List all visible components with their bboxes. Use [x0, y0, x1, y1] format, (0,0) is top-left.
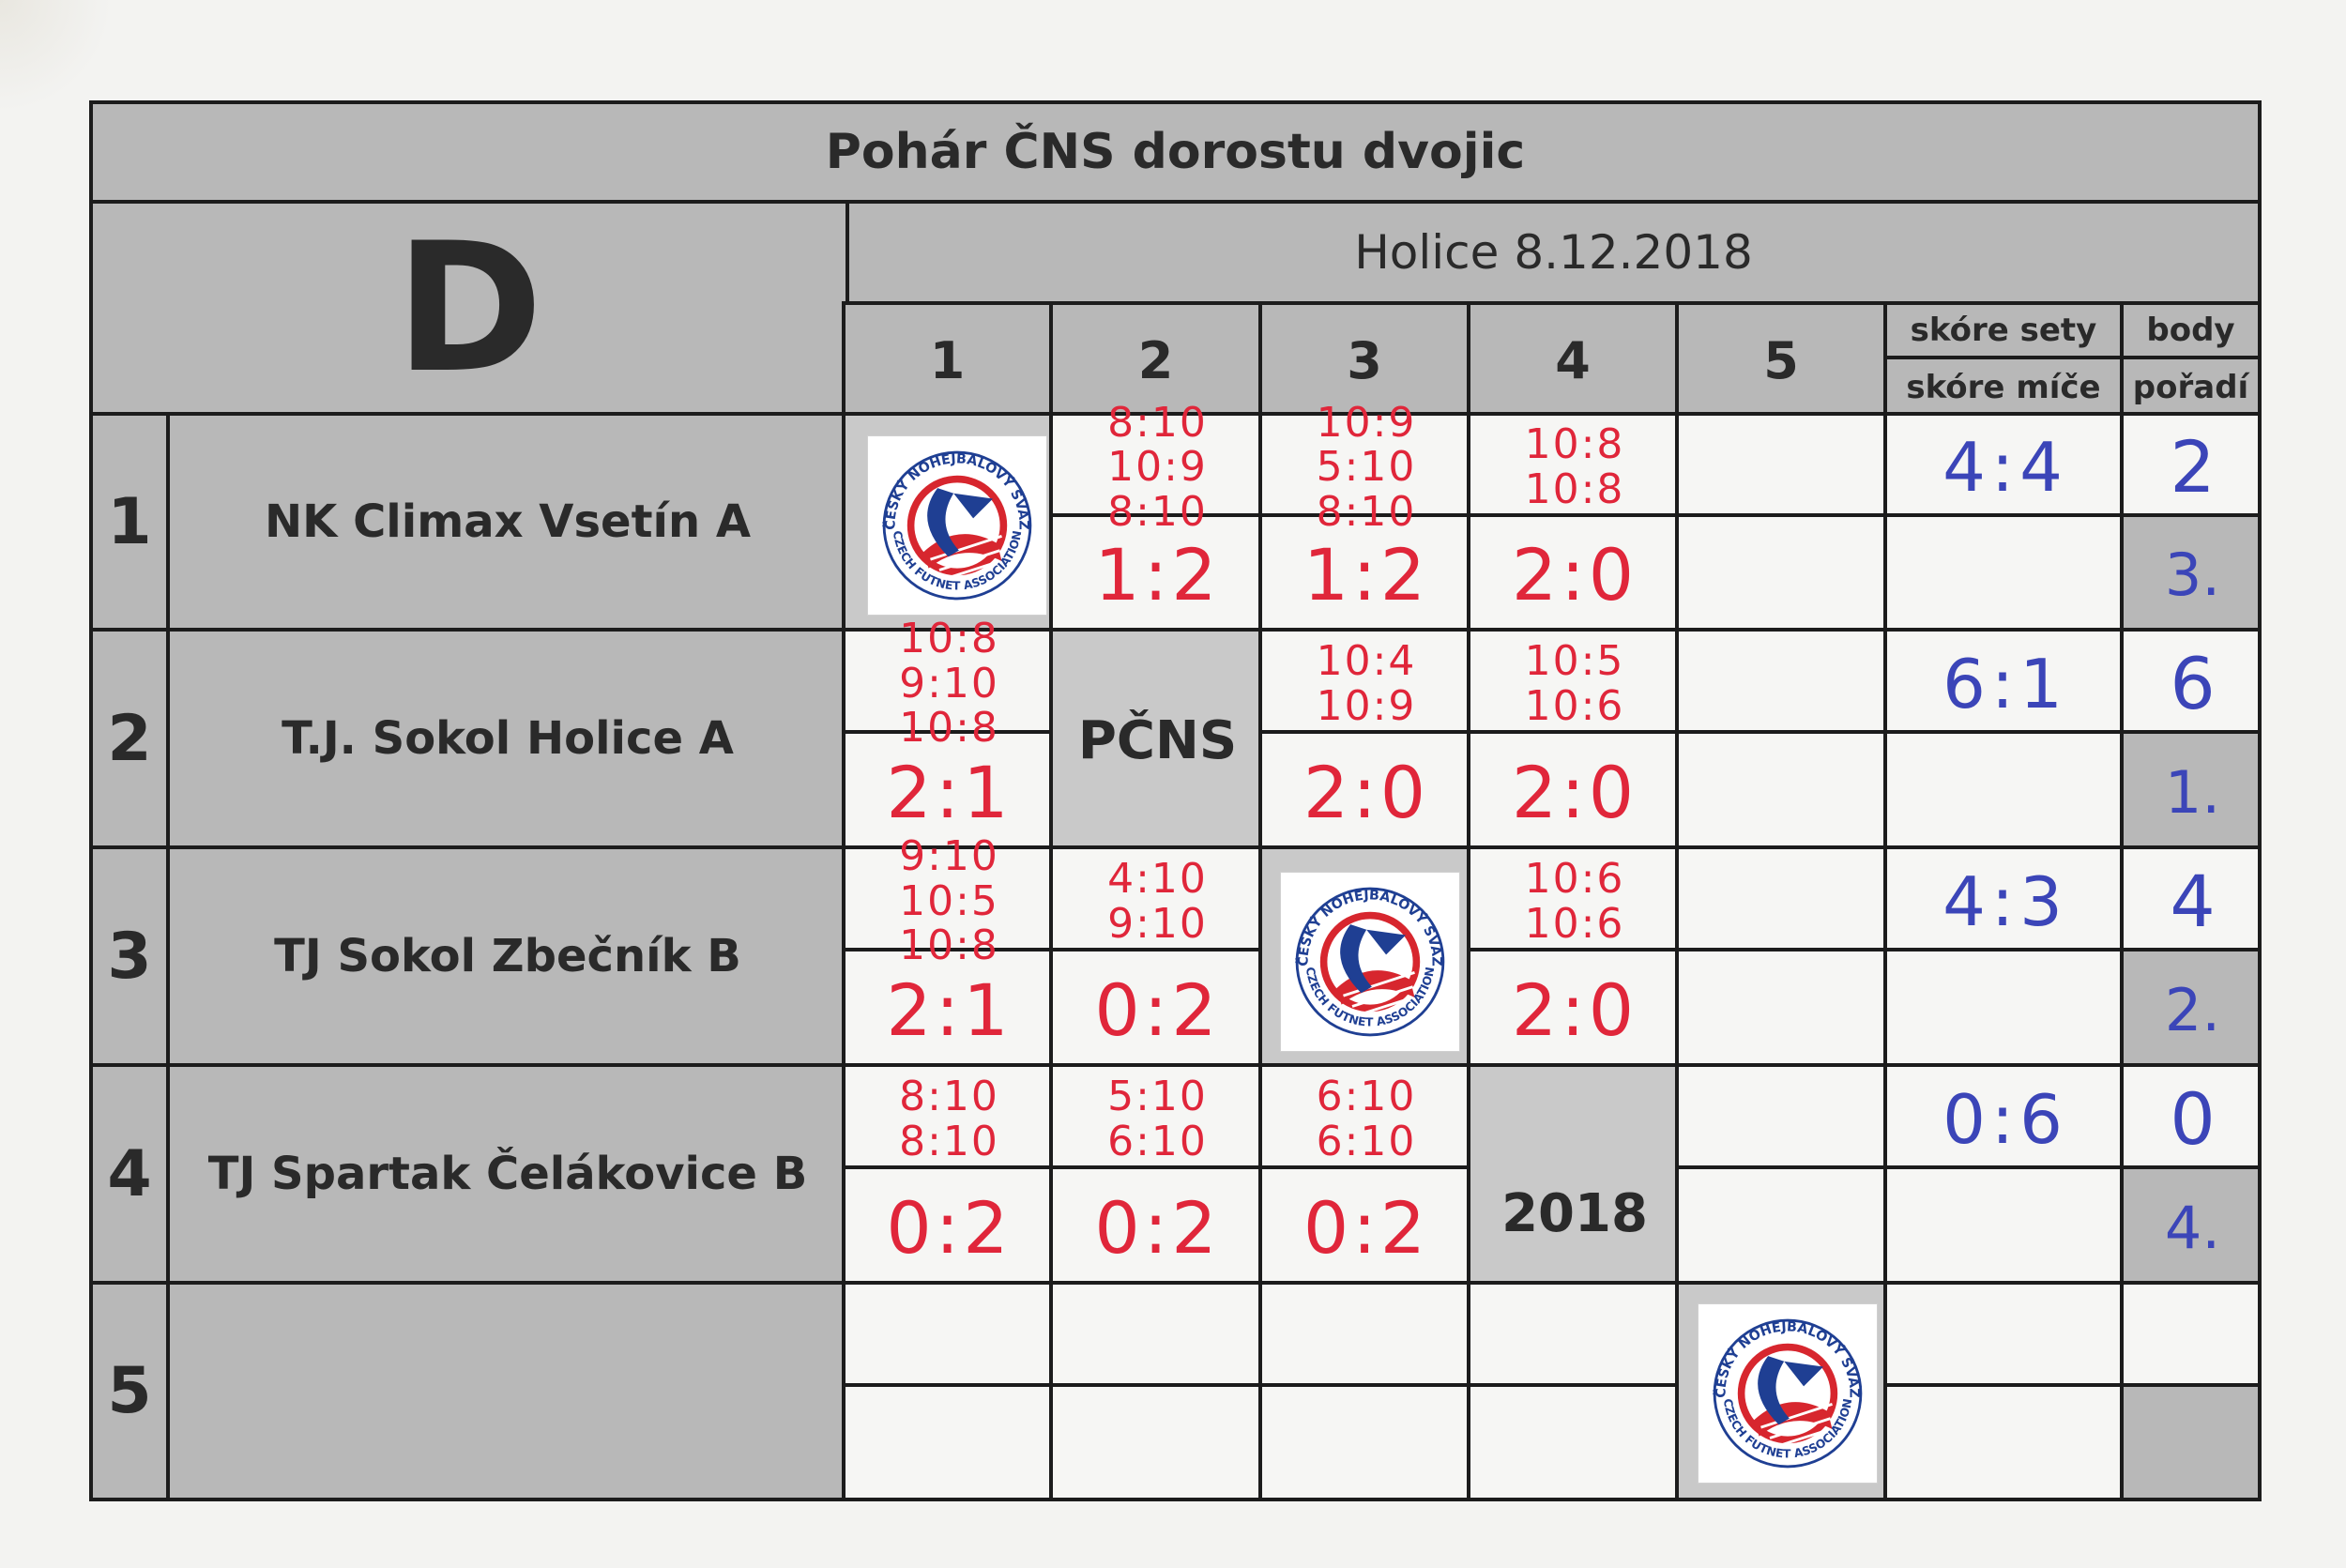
match-result: 0:2 — [886, 1185, 1013, 1270]
set-score: 8:10 — [1107, 487, 1208, 536]
set-score: 10:8 — [899, 615, 999, 663]
team-name-cell — [166, 1063, 849, 1285]
svg-text:ČESKÝ NOHEJBALOVÝ SVAZ: ČESKÝ NOHEJBALOVÝ SVAZ — [883, 451, 1031, 530]
set-scores — [1262, 398, 1470, 536]
set-scores — [1470, 849, 1679, 953]
set-score: 6:10 — [1107, 1117, 1208, 1165]
rank-value: 1. — [2164, 757, 2221, 827]
points-value: 0 — [2170, 1076, 2216, 1161]
score-sets-header — [1883, 301, 2124, 359]
venue-cell — [845, 200, 2262, 305]
rank-header — [2120, 356, 2262, 419]
points-label: body — [2146, 312, 2235, 349]
match-result: 2:0 — [1511, 967, 1638, 1052]
score-sets-value: 6:1 — [1942, 644, 2068, 723]
column-header-5 — [1675, 301, 1887, 419]
set-scores — [1470, 632, 1679, 736]
match-sets-cell — [1049, 1281, 1262, 1387]
points-value: 6 — [2170, 641, 2216, 725]
row-number: 4 — [107, 1136, 152, 1211]
set-scores — [1053, 1067, 1262, 1171]
column-header-4 — [1467, 301, 1679, 419]
set-score: 10:6 — [1524, 681, 1625, 730]
match-result: 2:0 — [1511, 750, 1638, 834]
team-name-cell — [166, 412, 849, 632]
set-scores — [1053, 849, 1262, 953]
match-sets-cell — [1258, 1281, 1470, 1387]
set-score: 4:10 — [1107, 854, 1208, 903]
row-number: 5 — [107, 1354, 152, 1428]
futnet-logo-icon — [1699, 1304, 1877, 1483]
score-balls-label: skóre míče — [1906, 369, 2101, 406]
match-result-cell — [1675, 1165, 1887, 1285]
rank-label: pořadí — [2132, 369, 2249, 406]
row-number-1 — [89, 412, 170, 632]
row-number: 1 — [107, 484, 152, 559]
score-balls-cell — [1883, 1165, 2124, 1285]
futnet-logo-icon — [868, 436, 1046, 615]
team-name: NK Climax Vsetín A — [265, 495, 751, 548]
column-number: 3 — [1347, 330, 1382, 390]
set-scores — [1262, 1067, 1470, 1171]
match-result: 0:2 — [1094, 967, 1221, 1052]
set-scores — [1470, 416, 1679, 519]
svg-text:ČESKÝ NOHEJBALOVÝ SVAZ: ČESKÝ NOHEJBALOVÝ SVAZ — [1714, 1319, 1862, 1398]
set-score: 10:8 — [1524, 465, 1625, 513]
match-sets-cell — [1675, 412, 1887, 517]
points-value: 2 — [2170, 425, 2216, 509]
match-result: 1:2 — [1302, 533, 1430, 617]
set-score: 10:9 — [1107, 443, 1208, 492]
set-scores — [1262, 632, 1470, 736]
svg-text:ČESKÝ NOHEJBALOVÝ SVAZ: ČESKÝ NOHEJBALOVÝ SVAZ — [1296, 888, 1444, 967]
set-scores — [845, 1067, 1053, 1171]
set-score: 10:8 — [899, 704, 999, 753]
row-number-3 — [89, 845, 170, 1067]
match-result: 1:2 — [1094, 533, 1221, 617]
team-name: TJ Sokol Zbečník B — [274, 930, 741, 982]
team-name: TJ Spartak Čelákovice B — [207, 1148, 808, 1200]
set-score: 10:9 — [1316, 398, 1417, 447]
set-score: 10:5 — [1524, 636, 1625, 685]
pcns-marker: PČNS — [1077, 709, 1238, 771]
team-name-cell — [166, 845, 849, 1067]
set-score: 8:10 — [1316, 487, 1417, 536]
team-name-cell — [166, 1281, 849, 1501]
match-result-cell — [1258, 1383, 1470, 1501]
year-marker: 2018 — [1501, 1182, 1648, 1244]
column-number: 2 — [1137, 330, 1174, 390]
set-score: 10:8 — [899, 921, 999, 970]
set-score: 6:10 — [1316, 1072, 1417, 1120]
match-result: 0:2 — [1302, 1185, 1430, 1270]
match-sets-cell — [1675, 1063, 1887, 1169]
futnet-logo-icon — [1281, 873, 1459, 1051]
set-score: 10:8 — [1524, 420, 1625, 469]
venue-date: Holice 8.12.2018 — [1354, 225, 1753, 280]
row-number-2 — [89, 628, 170, 849]
team-name-cell — [166, 628, 849, 849]
match-result-cell — [1675, 730, 1887, 849]
page-title: Pohár ČNS dorostu dvojic — [825, 124, 1526, 180]
row-number-4 — [89, 1063, 170, 1285]
match-sets-cell — [1675, 845, 1887, 951]
result-sheet — [89, 80, 2262, 1515]
match-sets-cell — [1675, 628, 1887, 734]
match-result: 2:0 — [1302, 750, 1430, 834]
svg-text:CZECH FUTNET ASSOCIATION: CZECH FUTNET ASSOCIATION — [1302, 966, 1438, 1029]
set-score: 9:10 — [899, 659, 999, 708]
set-scores — [845, 615, 1053, 753]
column-number: 5 — [1763, 330, 1799, 390]
points-value: 4 — [2170, 859, 2216, 943]
svg-text:CZECH FUTNET ASSOCIATION: CZECH FUTNET ASSOCIATION — [890, 529, 1025, 593]
score-balls-cell — [1883, 513, 2124, 632]
set-score: 9:10 — [1107, 899, 1208, 948]
set-score: 8:10 — [899, 1072, 999, 1120]
set-score: 10:5 — [899, 876, 999, 925]
row-number: 3 — [107, 919, 152, 994]
score-balls-header — [1883, 356, 2124, 419]
set-scores — [1053, 398, 1262, 536]
group-cell — [89, 200, 849, 416]
set-score: 10:4 — [1316, 636, 1417, 685]
points-header — [2120, 301, 2262, 359]
set-score: 10:6 — [1524, 899, 1625, 948]
rank-value: 2. — [2164, 975, 2221, 1044]
column-header-1 — [842, 301, 1053, 419]
group-letter: D — [395, 204, 543, 412]
score-sets-value: 4:4 — [1942, 428, 2068, 507]
set-score: 5:10 — [1107, 1072, 1208, 1120]
match-result-cell — [842, 1383, 1053, 1501]
column-number: 4 — [1555, 330, 1591, 390]
set-score: 6:10 — [1316, 1117, 1417, 1165]
match-result: 2:0 — [1511, 533, 1638, 617]
match-result: 2:1 — [886, 967, 1013, 1052]
points-cell — [2120, 1281, 2262, 1387]
set-score: 5:10 — [1316, 443, 1417, 492]
set-score: 9:10 — [899, 832, 999, 881]
set-score: 10:9 — [1316, 681, 1417, 730]
rank-value: 3. — [2164, 540, 2221, 609]
row-number: 2 — [107, 701, 152, 776]
svg-text:CZECH FUTNET ASSOCIATION: CZECH FUTNET ASSOCIATION — [1720, 1397, 1855, 1461]
score-sets-cell — [1883, 1281, 2124, 1387]
set-score: 8:10 — [899, 1117, 999, 1165]
column-number: 1 — [929, 330, 966, 390]
score-sets-value: 0:6 — [1942, 1079, 2068, 1159]
set-score: 8:10 — [1107, 398, 1208, 447]
match-sets-cell — [842, 1281, 1053, 1387]
row-number-5 — [89, 1281, 170, 1501]
score-balls-cell — [1883, 1383, 2124, 1501]
match-result: 2:1 — [886, 750, 1013, 834]
score-balls-cell — [1883, 948, 2124, 1067]
set-scores — [845, 832, 1053, 970]
team-name — [170, 1285, 845, 1498]
match-result-cell — [1675, 513, 1887, 632]
score-balls-cell — [1883, 730, 2124, 849]
set-score: 10:6 — [1524, 854, 1625, 903]
match-result: 0:2 — [1094, 1185, 1221, 1270]
team-name: T.J. Sokol Holice A — [282, 712, 734, 765]
rank-cell — [2120, 1383, 2262, 1501]
match-result-cell — [1675, 948, 1887, 1067]
match-result-cell — [1049, 1383, 1262, 1501]
title-bar — [89, 100, 2262, 204]
score-sets-label: skóre sety — [1910, 312, 2097, 349]
score-sets-value: 4:3 — [1942, 861, 2068, 941]
rank-value: 4. — [2164, 1193, 2221, 1262]
match-result-cell — [1467, 1383, 1679, 1501]
